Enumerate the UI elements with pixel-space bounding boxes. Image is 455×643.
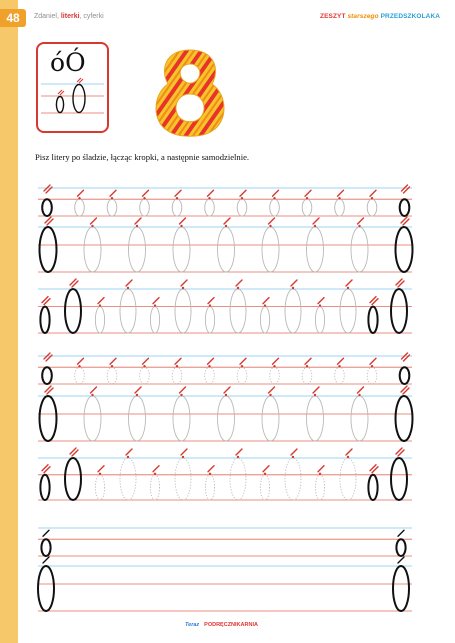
header-left-highlight: literki <box>60 13 80 20</box>
trace-o-small <box>107 367 117 384</box>
double-accent-mark <box>401 217 409 225</box>
double-accent-mark <box>70 448 78 456</box>
trace-o-small <box>315 307 324 333</box>
trace-o-small <box>95 475 104 500</box>
accent-mark <box>305 190 311 196</box>
accent-mark <box>358 387 364 393</box>
trace-o-big <box>129 396 146 441</box>
accent-mark <box>273 358 279 364</box>
double-accent-mark <box>42 297 50 305</box>
accent-mark <box>153 466 159 472</box>
double-accent-mark <box>396 279 404 287</box>
trace-o-small <box>107 199 117 216</box>
accent-mark <box>208 190 214 196</box>
letter-o-small <box>40 475 49 500</box>
trace-o-small <box>150 475 159 500</box>
start-dot <box>314 394 316 396</box>
start-dot <box>176 197 178 199</box>
start-dot <box>273 197 275 199</box>
accent-mark <box>43 557 49 563</box>
accent-mark <box>269 218 275 224</box>
letter-o-big <box>396 396 413 441</box>
accent-mark <box>313 387 319 393</box>
trace-o-big <box>175 289 191 333</box>
double-accent-mark <box>396 448 404 456</box>
trace-o-small <box>270 367 280 384</box>
header-left-pre: Zdaniel, <box>34 13 61 20</box>
accent-mark <box>91 387 97 393</box>
accent-mark <box>135 387 141 393</box>
accent-mark <box>143 358 149 364</box>
start-dot <box>143 197 145 199</box>
letter-o-big <box>40 227 57 272</box>
sample-o-big <box>73 85 85 113</box>
start-dot <box>306 365 308 367</box>
trace-o-small <box>172 367 182 384</box>
letter-o-small <box>368 475 377 500</box>
letter-o-small <box>368 307 377 333</box>
letter-o-small <box>42 367 52 384</box>
start-dot <box>371 365 373 367</box>
accent-mark <box>224 218 230 224</box>
trace-o-big <box>307 396 324 441</box>
start-dot <box>182 456 184 458</box>
accent-mark <box>370 358 376 364</box>
start-dot <box>306 197 308 199</box>
accent-mark <box>398 530 404 536</box>
start-dot <box>180 225 182 227</box>
trace-o-small <box>260 307 269 333</box>
letter-o-big <box>65 458 81 500</box>
trace-o-big <box>285 289 301 333</box>
accent-mark <box>98 466 104 472</box>
start-dot <box>371 197 373 199</box>
accent-mark <box>126 280 132 286</box>
accent-mark <box>398 557 404 563</box>
start-dot <box>209 473 211 475</box>
trace-o-small <box>302 199 312 216</box>
letter-o-big <box>38 566 54 611</box>
trace-o-big <box>340 458 356 500</box>
header-right-part1: ZESZYT <box>320 13 348 20</box>
accent-mark <box>305 358 311 364</box>
start-dot <box>338 365 340 367</box>
start-dot <box>180 394 182 396</box>
start-dot <box>78 365 80 367</box>
letter-o-small <box>400 199 410 216</box>
trace-o-small <box>172 199 182 216</box>
sample-o-small <box>56 97 63 113</box>
trace-o-small <box>95 307 104 333</box>
trace-o-big <box>120 458 136 500</box>
accent-mark <box>208 466 214 472</box>
accent-mark <box>181 280 187 286</box>
digit-eight-shape <box>156 50 224 136</box>
start-dot <box>143 365 145 367</box>
accent-mark <box>98 298 104 304</box>
start-dot <box>78 197 80 199</box>
start-dot <box>136 394 138 396</box>
accent-mark <box>291 449 297 455</box>
start-dot <box>292 287 294 289</box>
accent-mark <box>126 449 132 455</box>
accent-mark <box>358 218 364 224</box>
start-dot <box>264 473 266 475</box>
double-accent-mark <box>402 185 410 193</box>
accent-mark <box>346 280 352 286</box>
accent-mark <box>153 298 159 304</box>
letter-o-big <box>65 289 81 333</box>
double-accent-mark <box>70 279 78 287</box>
letter-o-small <box>400 367 410 384</box>
start-dot <box>225 394 227 396</box>
box-sample-letters <box>56 78 85 113</box>
trace-o-small <box>367 199 377 216</box>
accent-mark <box>110 358 116 364</box>
trace-o-big <box>84 396 101 441</box>
trace-o-big <box>173 396 190 441</box>
start-dot <box>208 197 210 199</box>
trace-o-small <box>315 475 324 500</box>
trace-o-small <box>335 367 345 384</box>
accent-mark <box>135 218 141 224</box>
letter-o-big <box>391 458 407 500</box>
trace-o-big <box>218 227 235 272</box>
trace-o-big <box>230 458 246 500</box>
start-dot <box>237 287 239 289</box>
start-dot <box>209 304 211 306</box>
start-dot <box>273 365 275 367</box>
start-dot <box>182 287 184 289</box>
trace-o-small <box>367 367 377 384</box>
trace-o-big <box>351 396 368 441</box>
accent-mark <box>370 190 376 196</box>
start-dot <box>338 197 340 199</box>
accent-mark <box>181 449 187 455</box>
trace-o-big <box>307 227 324 272</box>
page-number: 48 <box>0 9 26 27</box>
letter-uppercase: Ó <box>65 48 86 77</box>
start-dot <box>241 197 243 199</box>
trace-o-small <box>150 307 159 333</box>
trace-o-small <box>140 367 150 384</box>
footer-brand-1: Teraz <box>185 622 200 628</box>
trace-o-small <box>205 367 215 384</box>
header-right-part2: starszego <box>347 13 379 20</box>
accent-mark <box>338 190 344 196</box>
trace-o-small <box>205 307 214 333</box>
double-accent-mark <box>45 217 53 225</box>
trace-o-small <box>140 199 150 216</box>
trace-o-small <box>237 367 247 384</box>
start-dot <box>136 225 138 227</box>
start-dot <box>176 365 178 367</box>
double-accent-mark <box>45 386 53 394</box>
trace-o-big <box>84 227 101 272</box>
accent-mark <box>180 218 186 224</box>
accent-mark <box>291 280 297 286</box>
trace-o-big <box>129 227 146 272</box>
trace-o-small <box>205 199 215 216</box>
trace-o-big <box>230 289 246 333</box>
accent-mark <box>224 387 230 393</box>
accent-mark <box>240 190 246 196</box>
accent-mark <box>236 280 242 286</box>
start-dot <box>154 304 156 306</box>
start-dot <box>208 365 210 367</box>
accent-mark <box>143 190 149 196</box>
trace-o-big <box>262 396 279 441</box>
start-dot <box>237 456 239 458</box>
start-dot <box>347 287 349 289</box>
accent-mark <box>110 190 116 196</box>
trace-o-small <box>205 475 214 500</box>
start-dot <box>99 304 101 306</box>
double-accent-mark <box>370 297 378 305</box>
accent-mark <box>240 358 246 364</box>
start-dot <box>264 304 266 306</box>
trace-o-small <box>335 199 345 216</box>
trace-o-big <box>262 227 279 272</box>
letter-o-small <box>41 539 50 556</box>
letter-lowercase: ó <box>50 48 66 77</box>
start-dot <box>99 473 101 475</box>
trace-o-small <box>260 475 269 500</box>
start-dot <box>358 394 360 396</box>
trace-o-big <box>351 227 368 272</box>
trace-o-small <box>75 367 85 384</box>
start-dot <box>269 225 271 227</box>
start-dot <box>269 394 271 396</box>
double-accent-mark <box>44 353 52 361</box>
letter-o-big <box>40 396 57 441</box>
accent-mark <box>313 218 319 224</box>
start-dot <box>319 304 321 306</box>
double-accent-mark <box>370 465 378 473</box>
digit-eight-illustration <box>156 50 224 136</box>
start-dot <box>358 225 360 227</box>
start-dot <box>241 365 243 367</box>
footer-logos <box>185 622 258 628</box>
double-accent-mark <box>402 353 410 361</box>
start-dot <box>319 473 321 475</box>
letter-o-small <box>42 199 52 216</box>
start-dot <box>225 225 227 227</box>
start-dot <box>127 287 129 289</box>
trace-o-big <box>218 396 235 441</box>
letter-o-big <box>396 227 413 272</box>
trace-o-small <box>237 199 247 216</box>
accent-mark <box>91 218 97 224</box>
accent-mark <box>180 387 186 393</box>
start-dot <box>91 225 93 227</box>
trace-o-big <box>173 227 190 272</box>
start-dot <box>347 456 349 458</box>
trace-o-big <box>175 458 191 500</box>
accent-mark <box>269 387 275 393</box>
trace-o-big <box>340 289 356 333</box>
trace-o-big <box>285 458 301 500</box>
accent-mark <box>236 449 242 455</box>
start-dot <box>91 394 93 396</box>
start-dot <box>292 456 294 458</box>
footer-brand-2: PODRĘCZNIKARNIA <box>204 622 258 628</box>
trace-o-small <box>75 199 85 216</box>
accent-mark <box>208 298 214 304</box>
accent-mark <box>78 190 84 196</box>
accent-mark <box>263 298 269 304</box>
start-dot <box>314 225 316 227</box>
accent-mark <box>208 358 214 364</box>
practice-lines <box>38 185 413 611</box>
double-accent-mark <box>401 386 409 394</box>
accent-mark <box>273 190 279 196</box>
header-right-part3: PRZEDSZKOLAKA <box>378 13 441 20</box>
accent-mark <box>263 466 269 472</box>
accent-mark <box>78 358 84 364</box>
letter-o-big <box>393 566 409 611</box>
start-dot <box>111 197 113 199</box>
accent-mark <box>338 358 344 364</box>
start-dot <box>127 456 129 458</box>
instruction-text: Pisz litery po śladzie, łącząc kropki, a następnie samodzielnie. <box>35 152 250 162</box>
letter-o-big <box>391 289 407 333</box>
accent-mark <box>318 466 324 472</box>
letter-o-small <box>40 307 49 333</box>
accent-mark <box>43 530 49 536</box>
trace-o-big <box>120 289 136 333</box>
trace-o-small <box>302 367 312 384</box>
accent-mark <box>318 298 324 304</box>
letter-box-lines <box>41 78 104 113</box>
accent-mark <box>175 358 181 364</box>
accent-mark <box>346 449 352 455</box>
letter-o-small <box>396 539 405 556</box>
double-accent-mark <box>44 185 52 193</box>
start-dot <box>154 473 156 475</box>
trace-o-small <box>270 199 280 216</box>
start-dot <box>111 365 113 367</box>
header-left-post: , cyferki <box>79 13 104 20</box>
double-accent-mark <box>42 465 50 473</box>
accent-mark <box>175 190 181 196</box>
